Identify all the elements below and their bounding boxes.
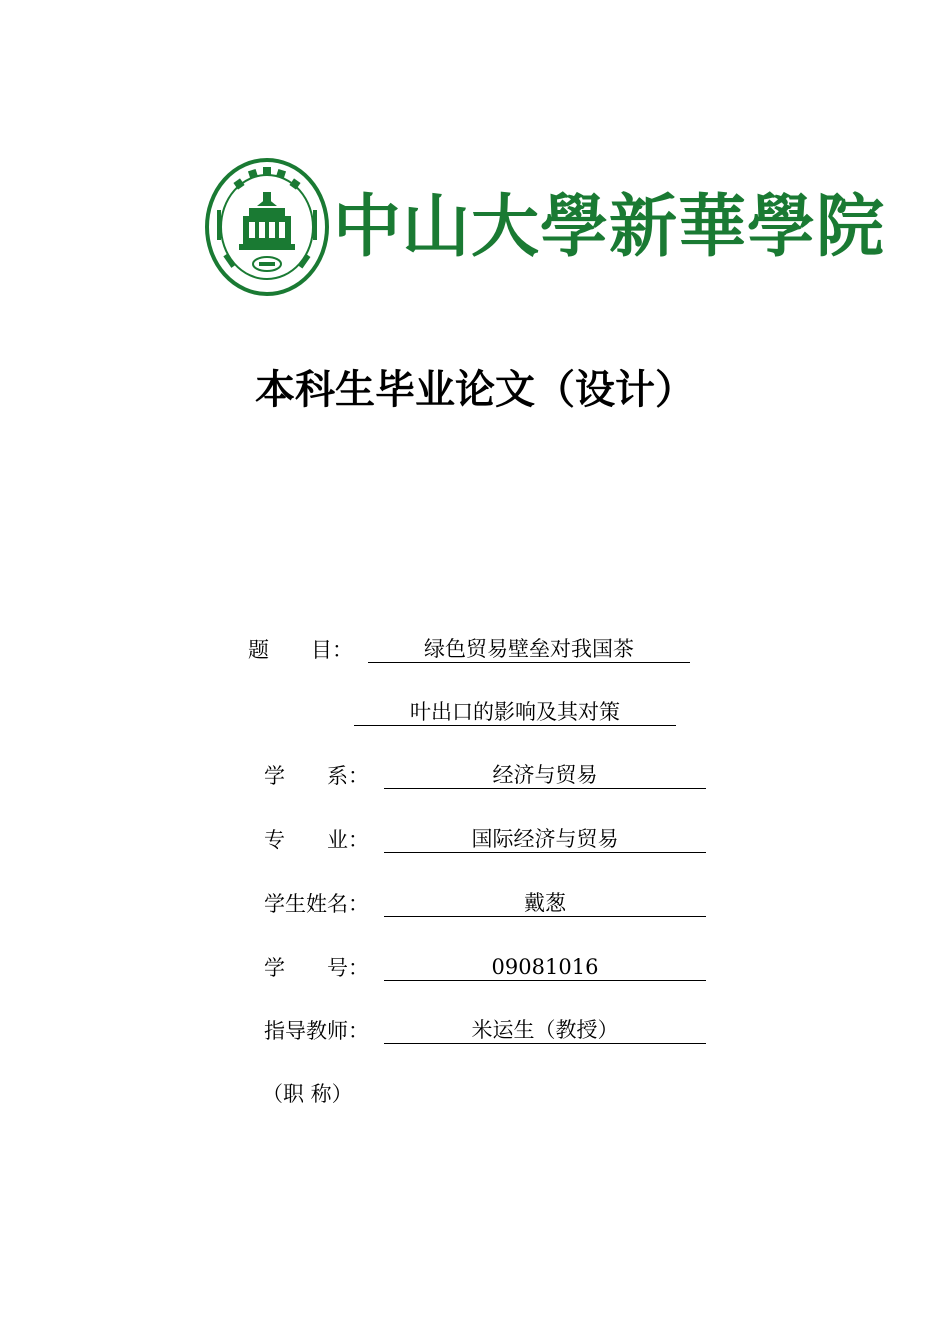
advisor-label: 指导教师：: [264, 1019, 369, 1043]
college-logo: [205, 158, 886, 298]
topic-label: 题 目：: [248, 638, 353, 662]
student-name-value: 戴葱: [384, 890, 706, 917]
advisor-value: 米运生（教授）: [384, 1017, 706, 1044]
department-label: 学 系：: [264, 764, 369, 788]
topic-line-2: 叶出口的影响及其对策: [354, 699, 676, 726]
student-name-label: 学生姓名：: [264, 892, 369, 916]
college-seal-icon: [205, 158, 329, 296]
document-title: 本科生毕业论文（设计）: [255, 367, 695, 413]
major-value: 国际经济与贸易: [384, 826, 706, 853]
topic-line-1: 绿色贸易壁垒对我国茶: [368, 636, 690, 663]
student-id-value: 09081016: [384, 954, 706, 981]
advisor-title-label: （职 称）: [262, 1082, 353, 1106]
department-value: 经济与贸易: [384, 762, 706, 789]
college-name-logotype: 中山大學新華學院: [333, 188, 886, 267]
student-id-label: 学 号：: [264, 956, 369, 980]
major-label: 专 业：: [264, 828, 369, 852]
